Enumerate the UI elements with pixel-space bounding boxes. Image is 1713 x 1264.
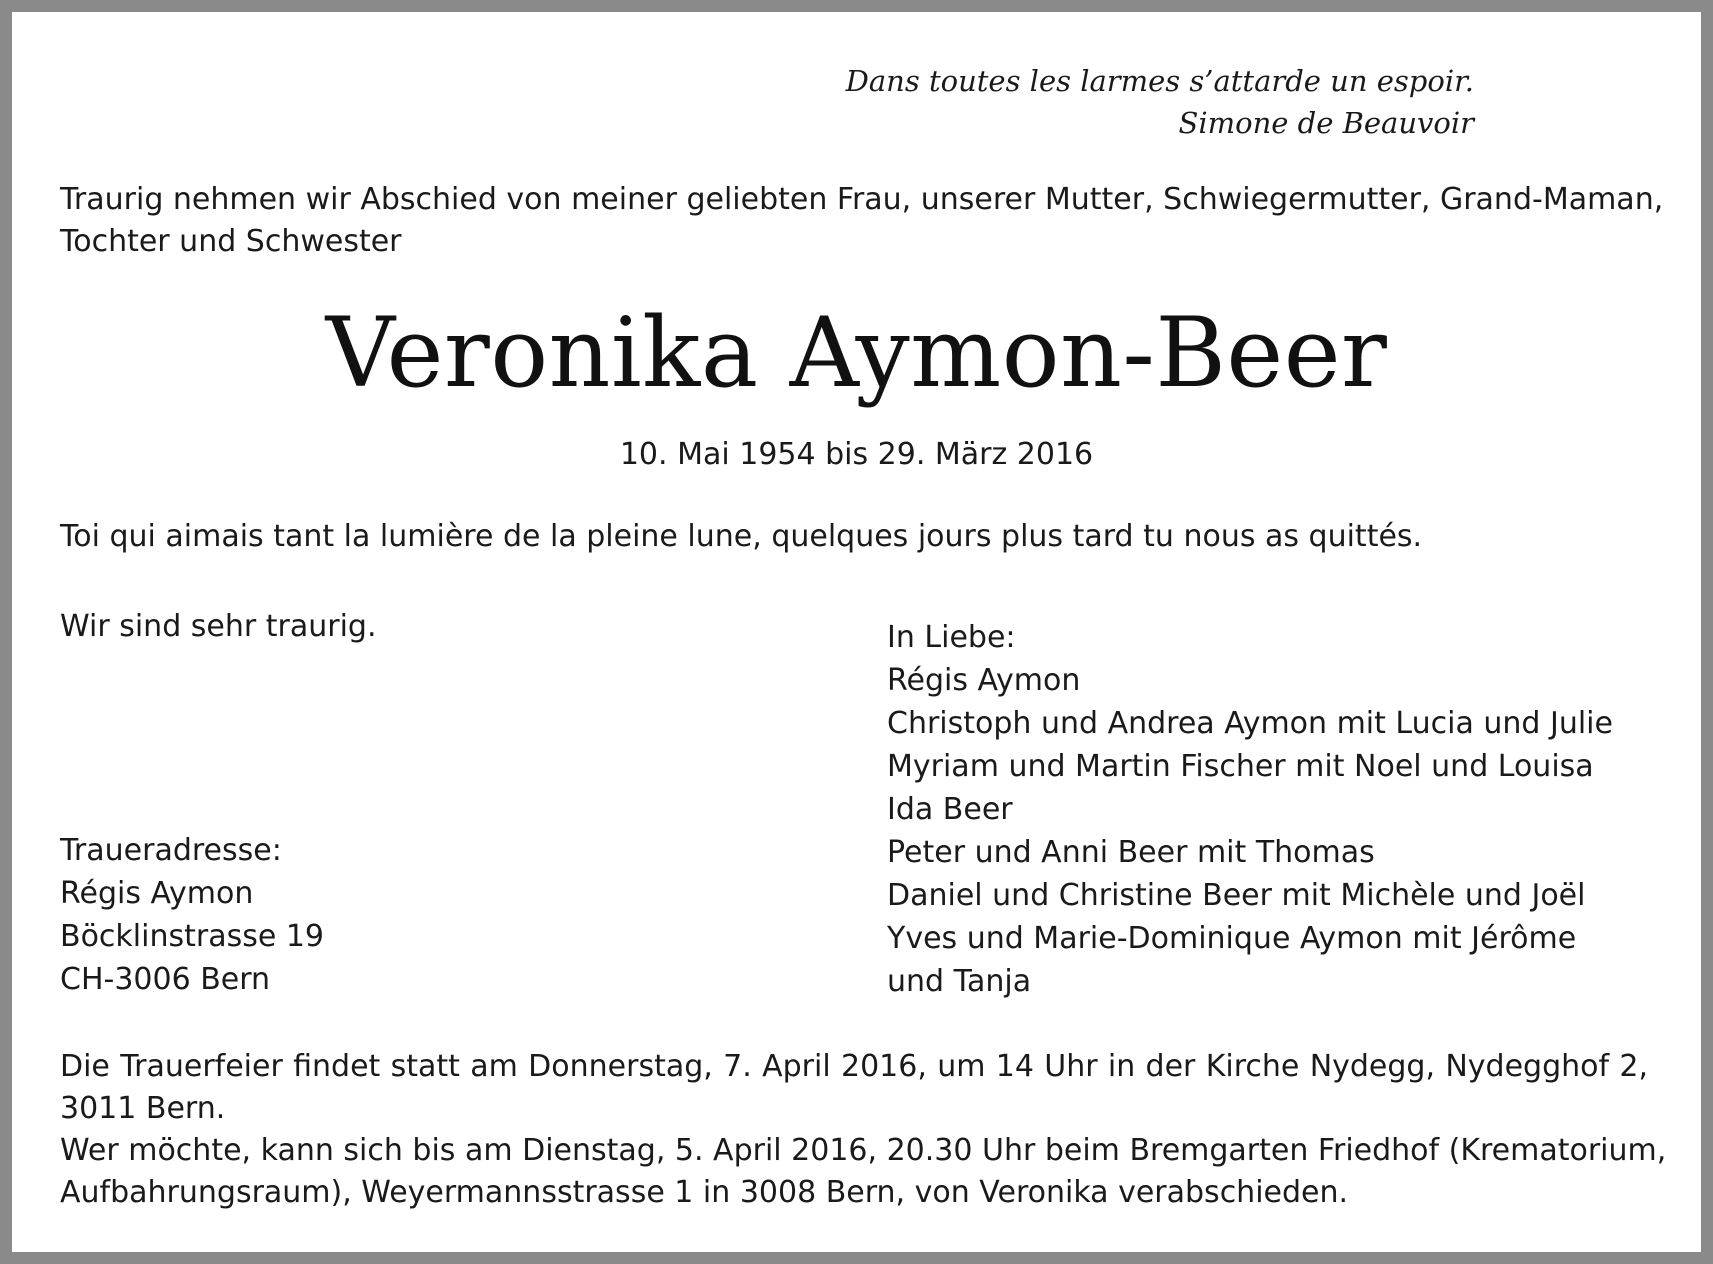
list-item: Peter und Anni Beer mit Thomas: [887, 835, 1375, 870]
intro-line-1: Traurig nehmen wir Abschied von meiner geliebten Frau, unserer Mutter, Schwiegermutter, Grand-Maman,: [60, 182, 1664, 217]
list-item: und Tanja: [887, 964, 1032, 999]
list-item: Yves und Marie-Dominique Aymon mit Jérôme: [887, 921, 1577, 956]
quote-text: Dans toutes les larmes s’attarde un espoir.: [845, 64, 1474, 98]
list-item: Christoph und Andrea Aymon mit Lucia und Julie: [887, 706, 1613, 741]
life-dates: 10. Mai 1954 bis 29. März 2016: [619, 437, 1094, 472]
mourners-list: [887, 616, 1613, 1003]
service-line-1: Die Trauerfeier findet statt am Donnerstag, 7. April 2016, um 14 Uhr in der Kirche Nydegg, Nydegghof 2,: [60, 1049, 1648, 1084]
left-note: Wir sind sehr traurig.: [60, 609, 377, 644]
mourners-heading: In Liebe:: [887, 620, 1016, 655]
poem-line: Toi qui aimais tant la lumière de la pleine lune, quelques jours plus tard tu nous as quittés.: [60, 519, 1423, 554]
list-item: Myriam und Martin Fischer mit Noel und Louisa: [887, 749, 1594, 784]
list-item: Ida Beer: [887, 792, 1013, 827]
service-line-4: Aufbahrungsraum), Weyermannsstrasse 1 in 3008 Bern, von Veronika verabschieden.: [60, 1175, 1349, 1210]
address-street: Böcklinstrasse 19: [60, 919, 325, 954]
address-city: CH-3006 Bern: [60, 962, 271, 997]
mourning-address: [60, 829, 324, 1001]
list-item: Régis Aymon: [887, 663, 1081, 698]
list-item: Daniel und Christine Beer mit Michèle und Joël: [887, 878, 1586, 913]
intro-line-2: Tochter und Schwester: [60, 224, 402, 259]
quote-author: Simone de Beauvoir: [1178, 106, 1474, 140]
service-line-2: 3011 Bern.: [60, 1091, 226, 1126]
service-line-3: Wer möchte, kann sich bis am Dienstag, 5. April 2016, 20.30 Uhr beim Bremgarten Friedhof (Krematorium,: [60, 1133, 1667, 1168]
address-heading: Traueradresse:: [60, 833, 282, 868]
address-name: Régis Aymon: [60, 876, 254, 911]
deceased-name: Veronika Aymon-Beer: [325, 297, 1388, 409]
obituary-notice: [12, 12, 1701, 1252]
